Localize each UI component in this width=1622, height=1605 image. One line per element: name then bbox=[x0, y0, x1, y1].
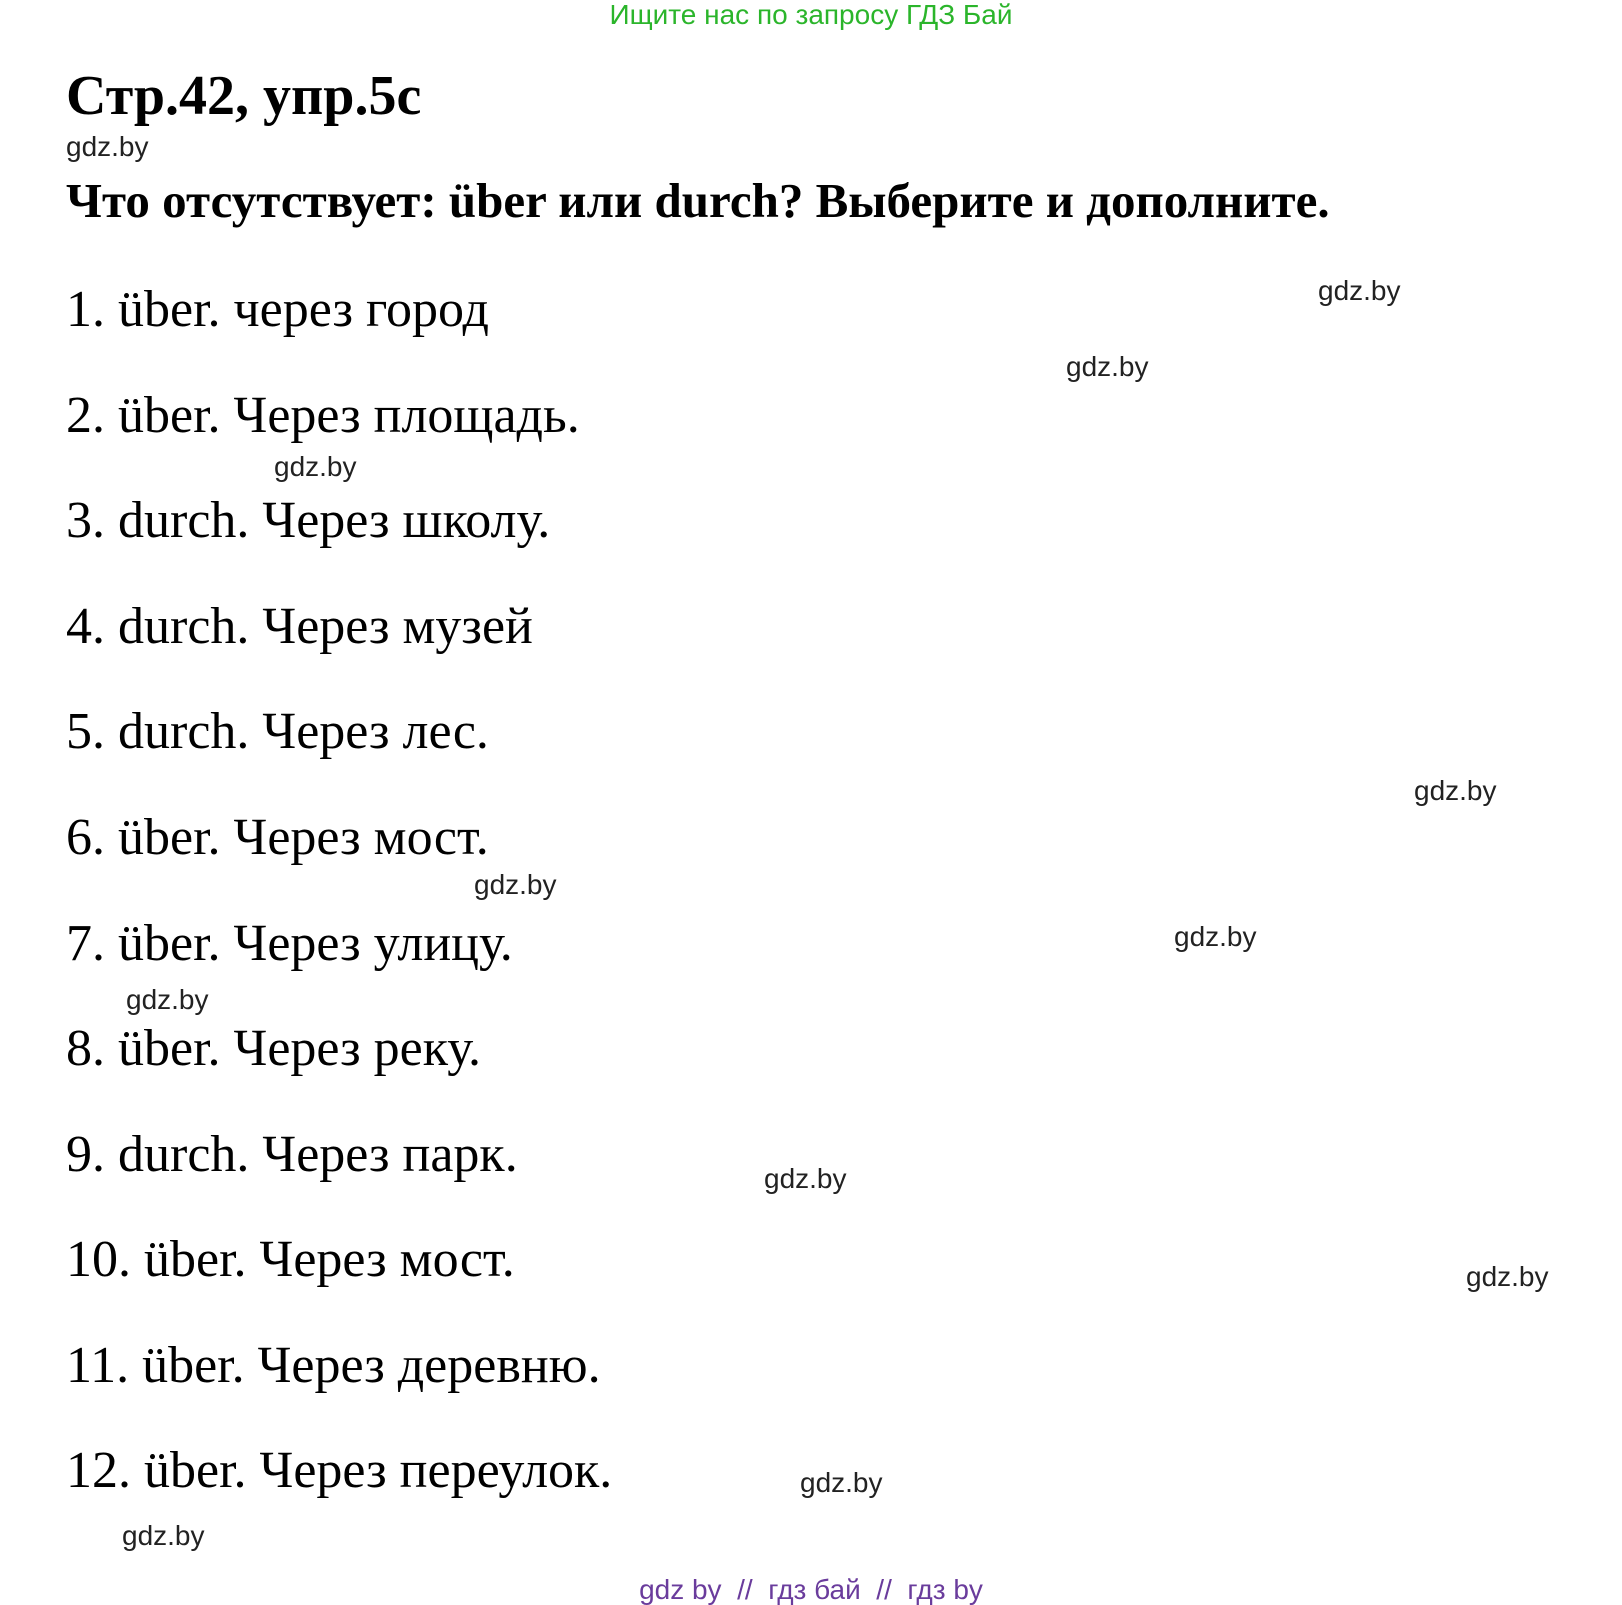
answer-item-5: 5. durch. Через лес. bbox=[66, 703, 489, 760]
page-title: Стр.42, упр.5с bbox=[66, 65, 422, 127]
watermark: gdz.by bbox=[1318, 275, 1401, 306]
watermark: gdz.by bbox=[474, 869, 557, 900]
answer-item-10: 10. über. Через мост. bbox=[66, 1231, 515, 1288]
answer-item-6: 6. über. Через мост. bbox=[66, 809, 489, 866]
answer-item-12: 12. über. Через переулок. bbox=[66, 1442, 613, 1499]
answer-item-11: 11. über. Через деревню. bbox=[66, 1337, 601, 1394]
watermark: gdz.by bbox=[1466, 1261, 1549, 1292]
watermark: gdz.by bbox=[126, 984, 209, 1015]
watermark: gdz.by bbox=[1174, 921, 1257, 952]
answer-item-2: 2. über. Через площадь. bbox=[66, 387, 580, 444]
watermark: gdz.by bbox=[1414, 775, 1497, 806]
watermark: gdz.by bbox=[66, 131, 149, 162]
search-banner: Ищите нас по запросу ГДЗ Бай bbox=[609, 0, 1013, 30]
exercise-instruction: Что отсутствует: über или durch? Выберите и дополните. bbox=[66, 173, 1330, 228]
answer-item-4: 4. durch. Через музей bbox=[66, 598, 533, 655]
footer-links: gdz by // гдз бай // гдз by bbox=[639, 1574, 983, 1605]
watermark: gdz.by bbox=[122, 1520, 205, 1551]
answer-item-8: 8. über. Через реку. bbox=[66, 1020, 482, 1077]
watermark: gdz.by bbox=[764, 1163, 847, 1194]
watermark: gdz.by bbox=[800, 1467, 883, 1498]
answer-item-9: 9. durch. Через парк. bbox=[66, 1126, 518, 1183]
answer-item-7: 7. über. Через улицу. bbox=[66, 915, 513, 972]
answer-item-3: 3. durch. Через школу. bbox=[66, 492, 551, 549]
watermark: gdz.by bbox=[274, 451, 357, 482]
watermark: gdz.by bbox=[1066, 351, 1149, 382]
answer-item-1: 1. über. через город bbox=[66, 281, 490, 338]
